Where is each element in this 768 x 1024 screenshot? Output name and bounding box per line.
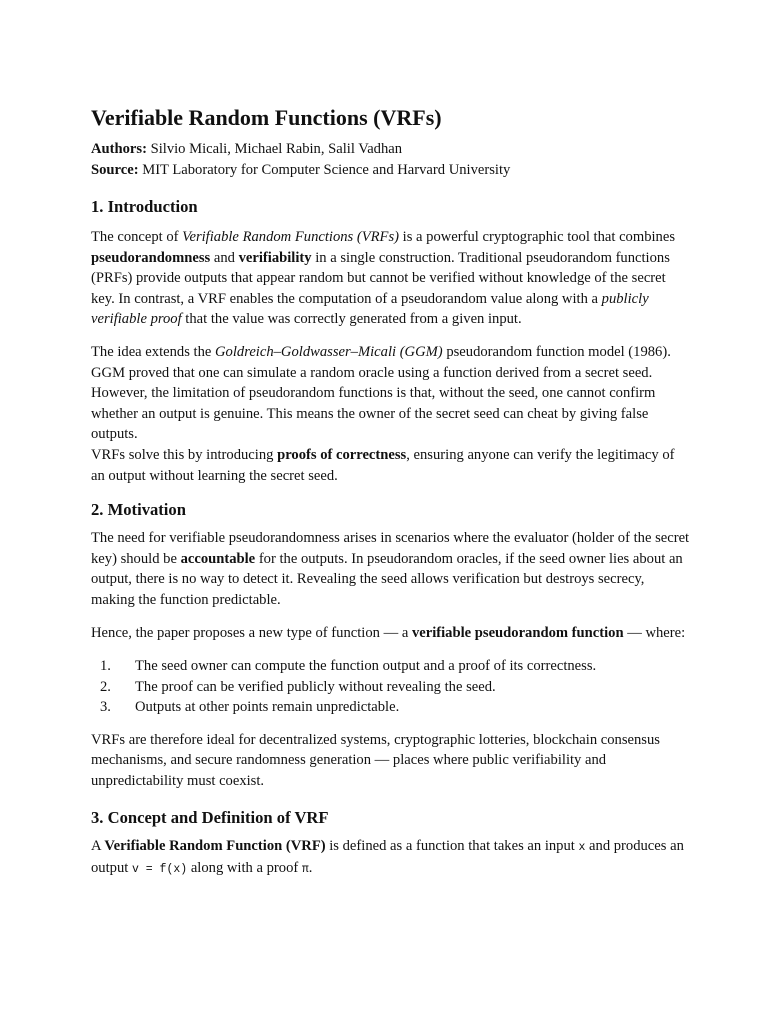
source-line xyxy=(91,160,691,181)
list-item: 1. The seed owner can compute the function output and a proof of its correctness. xyxy=(100,658,597,675)
authors-label: Authors: xyxy=(91,141,147,157)
concept-paragraph-1: A Verifiable Random Function (VRF) is defined as a function that takes an input x and produces an output v = f(x) along with a proof π. xyxy=(91,837,684,877)
motivation-paragraph-2: Hence, the paper proposes a new type of function — a verifiable pseudorandom function — where: xyxy=(91,624,686,641)
document-meta xyxy=(91,139,691,181)
authors-value: Silvio Micali, Michael Rabin, Salil Vadhan xyxy=(150,141,403,157)
list-item: 2. The proof can be verified publicly without revealing the seed. xyxy=(100,678,496,695)
section-heading-motivation: 2. Motivation xyxy=(91,500,186,520)
list-item: 3. Outputs at other points remain unpredictable. xyxy=(100,699,400,716)
source-value: MIT Laboratory for Computer Science and Harvard University xyxy=(142,162,511,178)
intro-paragraph-2: The idea extends the Goldreich–Goldwasser–Micali (GGM) pseudorandom function model (1986). GGM proved that one can simulate a random oracle using a function derived from a secret seed. However, the limitation of pseudorandom functions is that, without the seed, one cannot confirm whether an output is genuine. This means the owner of the secret seed can cheat by giving false outputs. VRFs solve this by introducing proofs of correctness, ensuring anyone can verify the legitimacy of an output without learning the secret seed. xyxy=(91,343,675,484)
intro-paragraph-1: The concept of Verifiable Random Functions (VRFs) is a powerful cryptographic tool that combines pseudorandomness and verifiability in a single construction. Traditional pseudorandom functions (PRFs) provide outputs that appear random but cannot be verified without knowledge of the secret key. In contrast, a VRF enables the computation of a pseudorandom value along with a publicly verifiable proof that the value was correctly generated from a given input. xyxy=(91,229,676,328)
motivation-paragraph-1: The need for verifiable pseudorandomness arises in scenarios where the evaluator (holder of the secret key) should be accountable for the outputs. In pseudorandom oracles, if the seed owner lies about an output, there is no way to detect it. Revealing the seed allows verification but destroys secrecy, making the function predictable. xyxy=(91,530,690,608)
authors-line xyxy=(91,139,691,160)
requirements-list xyxy=(91,656,691,718)
motivation-paragraph-3: VRFs are therefore ideal for decentralized systems, cryptographic lotteries, blockchain consensus mechanisms, and secure randomness generation — places where public verifiability and unpredictability must coexist. xyxy=(91,731,660,790)
section-heading-concept: 3. Concept and Definition of VRF xyxy=(91,807,329,827)
section-heading-introduction: 1. Introduction xyxy=(91,197,198,216)
document-title: Verifiable Random Functions (VRFs) xyxy=(91,105,442,130)
source-label: Source: xyxy=(91,162,139,178)
document-body xyxy=(91,103,691,881)
